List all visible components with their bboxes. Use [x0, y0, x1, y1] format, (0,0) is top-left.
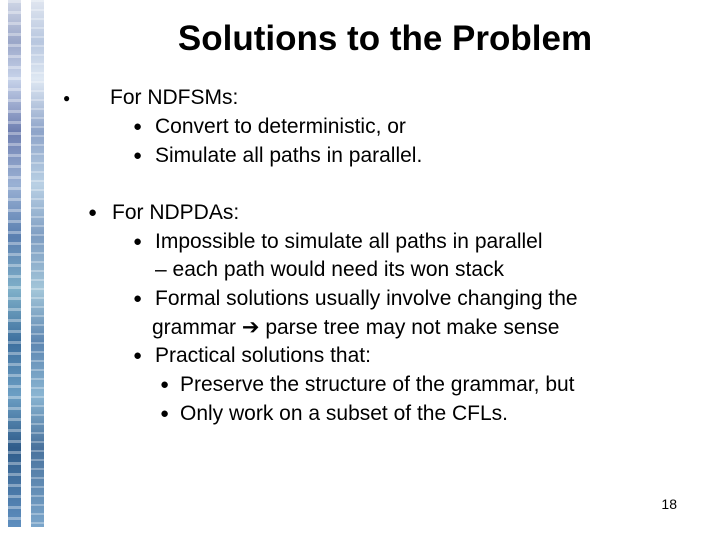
decorative-strip-right: [31, 0, 44, 527]
bullet-icon: ●: [133, 147, 143, 164]
bullet-icon: ●: [160, 405, 170, 422]
bullet-ndpdas: For NDPDAs:: [112, 201, 240, 224]
slide-title: Solutions to the Problem: [177, 19, 593, 58]
sub-sub-bullet-subset: Only work on a subset of the CFLs.: [180, 402, 508, 425]
bullet-icon: ●: [160, 376, 170, 393]
sub-bullet-impossible-continuation: – each path would need its won stack: [155, 258, 505, 281]
bullet-icon: ●: [133, 118, 143, 135]
parse-tree-text: parse tree may not make sense: [265, 316, 560, 339]
decorative-strip-left: [8, 0, 21, 527]
grammar-text: grammar: [152, 316, 237, 339]
sub-bullet-formal-continuation: [152, 314, 559, 342]
sub-bullet-formal: Formal solutions usually involve changing the: [155, 287, 578, 310]
bullet-icon: ●: [63, 91, 71, 105]
bullet-icon: ●: [133, 290, 143, 307]
page-number: 18: [661, 496, 677, 512]
sub-bullet-simulate: Simulate all paths in parallel.: [155, 144, 423, 167]
bullet-icon: ●: [133, 233, 143, 250]
bullet-icon: ●: [133, 347, 143, 364]
sub-bullet-convert: Convert to deterministic, or: [155, 115, 406, 138]
bullet-icon: ●: [88, 204, 98, 221]
sub-bullet-impossible: Impossible to simulate all paths in parallel: [155, 230, 543, 253]
bullet-ndfsms: For NDFSMs:: [110, 86, 239, 109]
arrow-icon: ➔: [241, 316, 260, 339]
sub-bullet-practical: Practical solutions that:: [155, 344, 371, 367]
sub-sub-bullet-preserve: Preserve the structure of the grammar, but: [180, 373, 575, 396]
